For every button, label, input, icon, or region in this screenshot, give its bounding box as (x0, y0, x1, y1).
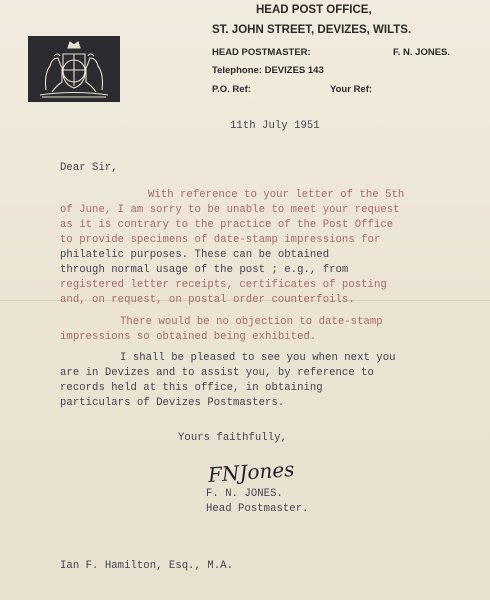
postmaster-name: F. N. JONES. (393, 47, 451, 58)
para3-line: I shall be pleased to see you when next you (120, 352, 396, 364)
your-ref-label: Your Ref: (330, 84, 373, 95)
para1-line: as it is contrary to the practice of the Post Office (60, 219, 394, 231)
para2-line: impressions so obtained being exhibited. (60, 331, 317, 343)
para1-line: registered letter receipts, certificates of posting (60, 279, 387, 291)
telephone: Telephone: DEVIZES 143 (212, 65, 324, 76)
para1-line: and, on request, on postal order counterfoils. (60, 294, 355, 306)
closing: Yours faithfully, (178, 432, 287, 444)
para2-line: There would be no objection to date-stamp (120, 316, 383, 328)
para1-line: of June, I am sorry to be unable to meet your request (60, 204, 400, 216)
letter-date: 11th July 1951 (230, 120, 320, 132)
para3-line: records held at this office, in obtaining (60, 382, 323, 394)
po-ref-label: P.O. Ref: (212, 84, 251, 95)
letterhead-office: HEAD POST OFFICE, (256, 4, 372, 16)
signer-name: F. N. JONES. (206, 488, 283, 500)
handwritten-signature: FNJones (207, 457, 296, 487)
recipient: Ian F. Hamilton, Esq., M.A. (60, 560, 233, 572)
para3-line: particulars of Devizes Postmasters. (60, 397, 285, 409)
postmaster-label: HEAD POSTMASTER: (212, 47, 311, 58)
para1-line: With reference to your letter of the 5th (148, 189, 405, 201)
royal-coat-of-arms-icon (28, 36, 120, 102)
letterhead-address: ST. JOHN STREET, DEVIZES, WILTS. (212, 24, 412, 36)
salutation: Dear Sir, (60, 162, 118, 174)
para3-line: are in Devizes and to assist you, by reference to (60, 367, 374, 379)
signer-title: Head Postmaster. (206, 503, 309, 515)
para1-line: through normal usage of the post ; e.g., from (60, 264, 349, 276)
para1-line: to provide specimens of date-stamp impressions for (60, 234, 381, 246)
para1-line: philatelic purposes. These can be obtained (60, 249, 330, 261)
